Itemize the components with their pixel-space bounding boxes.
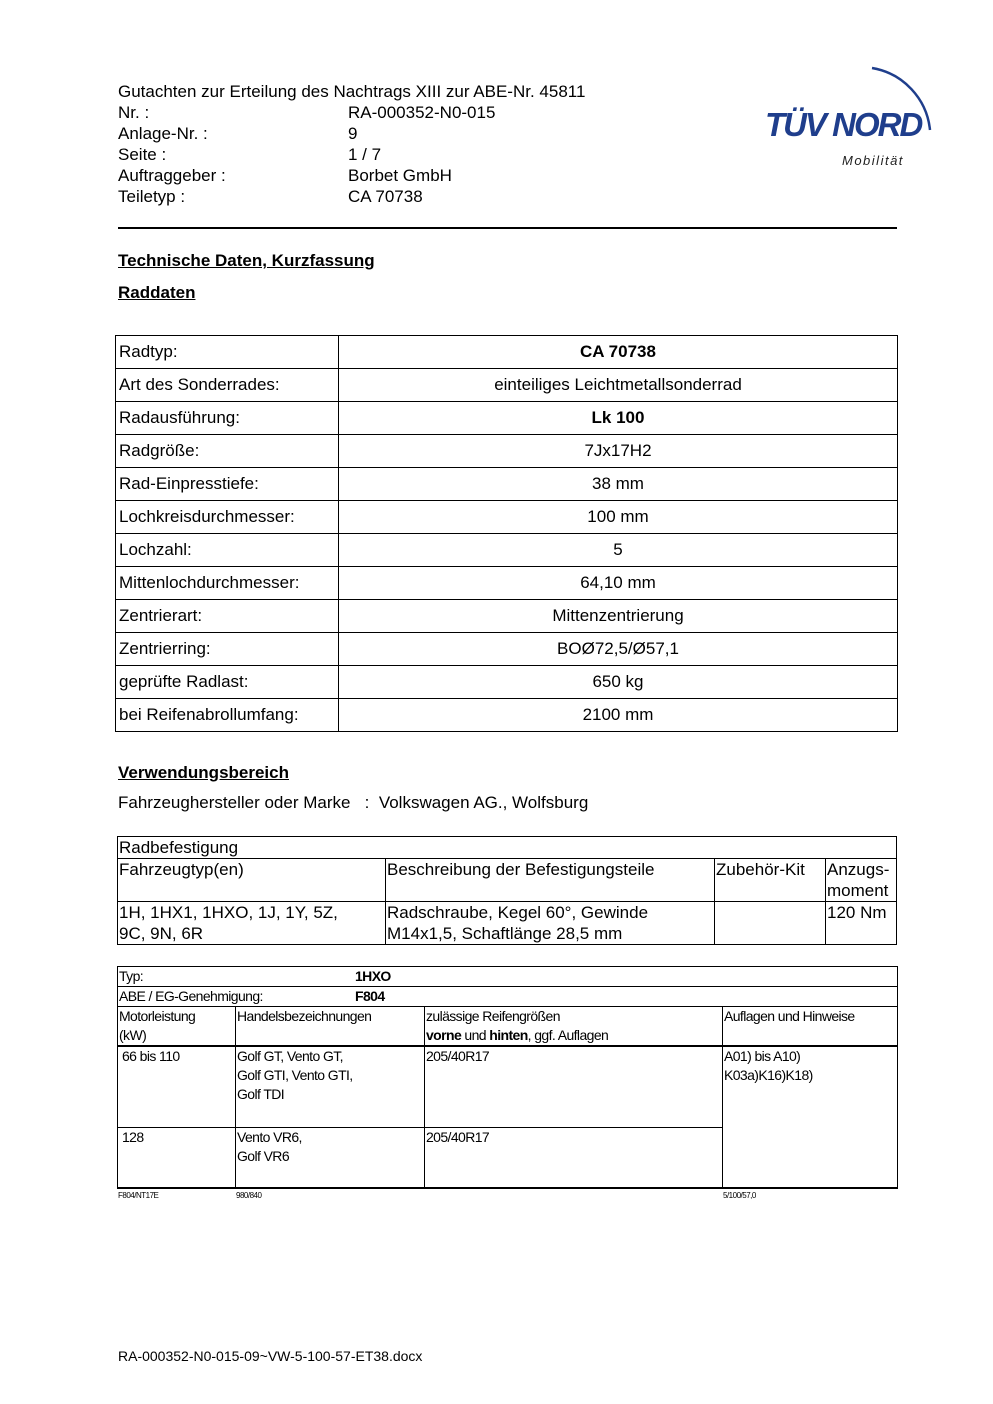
abe-cell bbox=[118, 987, 898, 1007]
fahrzeug-sep: : bbox=[364, 793, 370, 812]
radbefestigung-table bbox=[117, 836, 897, 945]
label: Teiletyp : bbox=[118, 187, 186, 206]
row-value: 38 mm bbox=[339, 468, 898, 501]
row-value: Lk 100 bbox=[339, 402, 898, 435]
fahrzeughersteller-line bbox=[118, 793, 588, 813]
header-anzugsmoment: Anzugs- moment bbox=[826, 859, 897, 902]
table-row bbox=[118, 1046, 898, 1128]
row-value: 7Jx17H2 bbox=[339, 435, 898, 468]
abe-row bbox=[118, 987, 898, 1007]
logo-sub-text: Mobilität bbox=[842, 153, 904, 168]
value: 1 / 7 bbox=[348, 145, 382, 164]
row-key: Zentrierring: bbox=[116, 633, 339, 666]
cell-reifen: 205/40R17 bbox=[425, 1046, 723, 1128]
row-value: 650 kg bbox=[339, 666, 898, 699]
row-key: Radtyp: bbox=[116, 336, 339, 369]
cell-motor: 128 bbox=[118, 1128, 236, 1189]
reifen-und: und bbox=[461, 1027, 490, 1043]
typ-row bbox=[118, 967, 898, 987]
cell-reifen: 205/40R17 bbox=[425, 1128, 723, 1189]
fahrzeug-value: Volkswagen AG., Wolfsburg bbox=[378, 793, 589, 812]
section-heading-technische: Technische Daten, Kurzfassung bbox=[118, 251, 375, 270]
typ-value: 1HXO bbox=[355, 968, 391, 984]
typ-footer-lk: 5/100/57,0 bbox=[723, 1191, 756, 1200]
header-row-anlage bbox=[118, 123, 585, 144]
typ-table bbox=[117, 966, 898, 1189]
table-row bbox=[116, 501, 898, 534]
typ-cell bbox=[118, 967, 898, 987]
row-value: 100 mm bbox=[339, 501, 898, 534]
table-row bbox=[116, 666, 898, 699]
row-key: Mittenlochdurchmesser: bbox=[116, 567, 339, 600]
abe-value: F804 bbox=[355, 988, 385, 1004]
header-auflagen: Auflagen und Hinweise bbox=[723, 1007, 898, 1047]
document-header bbox=[118, 81, 585, 207]
header-row-nr bbox=[118, 102, 585, 123]
cell-beschreibung: Radschraube, Kegel 60°, Gewinde M14x1,5, Schaftlänge 28,5 mm bbox=[386, 902, 715, 945]
cell-fahrzeugtyp: 1H, 1HX1, 1HXO, 1J, 1Y, 5Z, 9C, 9N, 6R bbox=[118, 902, 386, 945]
label: Anlage-Nr. : bbox=[118, 124, 208, 143]
header-beschreibung: Beschreibung der Befestigungsteile bbox=[386, 859, 715, 902]
label: Auftraggeber : bbox=[118, 166, 226, 185]
radbefestigung-title: Radbefestigung bbox=[118, 837, 897, 859]
cell-handel: Golf GT, Vento GT, Golf GTI, Vento GTI, Golf TDI bbox=[236, 1046, 425, 1128]
row-value: einteiliges Leichtmetallsonderrad bbox=[339, 369, 898, 402]
logo-arc-icon bbox=[760, 58, 945, 173]
table-row bbox=[116, 369, 898, 402]
header-row-auftraggeber bbox=[118, 165, 585, 186]
label: Nr. : bbox=[118, 103, 150, 122]
table-row bbox=[116, 600, 898, 633]
label: Seite : bbox=[118, 145, 167, 164]
table-row bbox=[116, 633, 898, 666]
typ-label: Typ: bbox=[119, 968, 144, 984]
cell-anzugsmoment: 120 Nm bbox=[826, 902, 897, 945]
table-title-row bbox=[118, 837, 897, 859]
row-key: Art des Sonderrades: bbox=[116, 369, 339, 402]
table-row bbox=[116, 699, 898, 732]
typ-footer-code: F804/NT17E bbox=[118, 1191, 159, 1200]
header-motorleistung: Motorleistung (kW) bbox=[118, 1007, 236, 1047]
logo-brand-text: TÜV NORD bbox=[765, 106, 922, 143]
cell-zubehoer bbox=[715, 902, 826, 945]
file-name: RA-000352-N0-015-09~VW-5-100-57-ET38.docx bbox=[118, 1348, 423, 1364]
row-key: Radausführung: bbox=[116, 402, 339, 435]
table-row bbox=[116, 435, 898, 468]
value: 9 bbox=[348, 124, 358, 143]
row-key: Rad-Einpresstiefe: bbox=[116, 468, 339, 501]
value: RA-000352-N0-015 bbox=[348, 103, 496, 122]
header-fahrzeugtyp: Fahrzeugtyp(en) bbox=[118, 859, 386, 902]
value: CA 70738 bbox=[348, 187, 423, 206]
table-header-row bbox=[118, 859, 897, 902]
row-key: Lochkreisdurchmesser: bbox=[116, 501, 339, 534]
row-key: Radgröße: bbox=[116, 435, 339, 468]
section-heading-raddaten: Raddaten bbox=[118, 283, 196, 302]
row-key: geprüfte Radlast: bbox=[116, 666, 339, 699]
row-key: bei Reifenabrollumfang: bbox=[116, 699, 339, 732]
table-row bbox=[116, 336, 898, 369]
table-row bbox=[116, 468, 898, 501]
fahrzeug-label: Fahrzeughersteller oder Marke bbox=[118, 793, 351, 812]
row-value: 64,10 mm bbox=[339, 567, 898, 600]
cell-handel: Vento VR6, Golf VR6 bbox=[236, 1128, 425, 1189]
row-value: CA 70738 bbox=[339, 336, 898, 369]
raddaten-table bbox=[115, 335, 898, 732]
cell-motor: 66 bis 110 bbox=[118, 1046, 236, 1128]
table-row bbox=[116, 402, 898, 435]
header-row-seite bbox=[118, 144, 585, 165]
table-row bbox=[116, 534, 898, 567]
header-divider bbox=[118, 227, 897, 229]
table-row bbox=[116, 567, 898, 600]
reifen-vorne: vorne bbox=[426, 1027, 462, 1043]
abe-label: ABE / EG-Genehmigung: bbox=[119, 988, 263, 1004]
value: Borbet GmbH bbox=[348, 166, 452, 185]
table-row bbox=[118, 902, 897, 945]
row-value: Mittenzentrierung bbox=[339, 600, 898, 633]
header-row-teiletyp bbox=[118, 186, 585, 207]
report-title: Gutachten zur Erteilung des Nachtrags XIII zur ABE-Nr. 45811 bbox=[118, 82, 586, 101]
header-handelsbezeichnungen: Handelsbezeichnungen bbox=[236, 1007, 425, 1047]
row-key: Zentrierart: bbox=[116, 600, 339, 633]
header-reifengroessen bbox=[425, 1007, 723, 1047]
row-value: 5 bbox=[339, 534, 898, 567]
row-value: 2100 mm bbox=[339, 699, 898, 732]
reifen-line1: zulässige Reifengrößen bbox=[426, 1008, 560, 1024]
row-key: Lochzahl: bbox=[116, 534, 339, 567]
header-zubehoer: Zubehör-Kit bbox=[715, 859, 826, 902]
reifen-hinten: hinten bbox=[489, 1027, 528, 1043]
typ-header-row bbox=[118, 1007, 898, 1047]
section-heading-verwendung: Verwendungsbereich bbox=[118, 763, 289, 782]
row-value: BOØ72,5/Ø57,1 bbox=[339, 633, 898, 666]
typ-footer-weights: 980/840 bbox=[236, 1191, 262, 1200]
cell-auflagen: A01) bis A10) K03a)K16)K18) bbox=[723, 1046, 898, 1188]
tuv-nord-logo bbox=[760, 58, 945, 173]
reifen-rest: , ggf. Auflagen bbox=[527, 1027, 609, 1043]
